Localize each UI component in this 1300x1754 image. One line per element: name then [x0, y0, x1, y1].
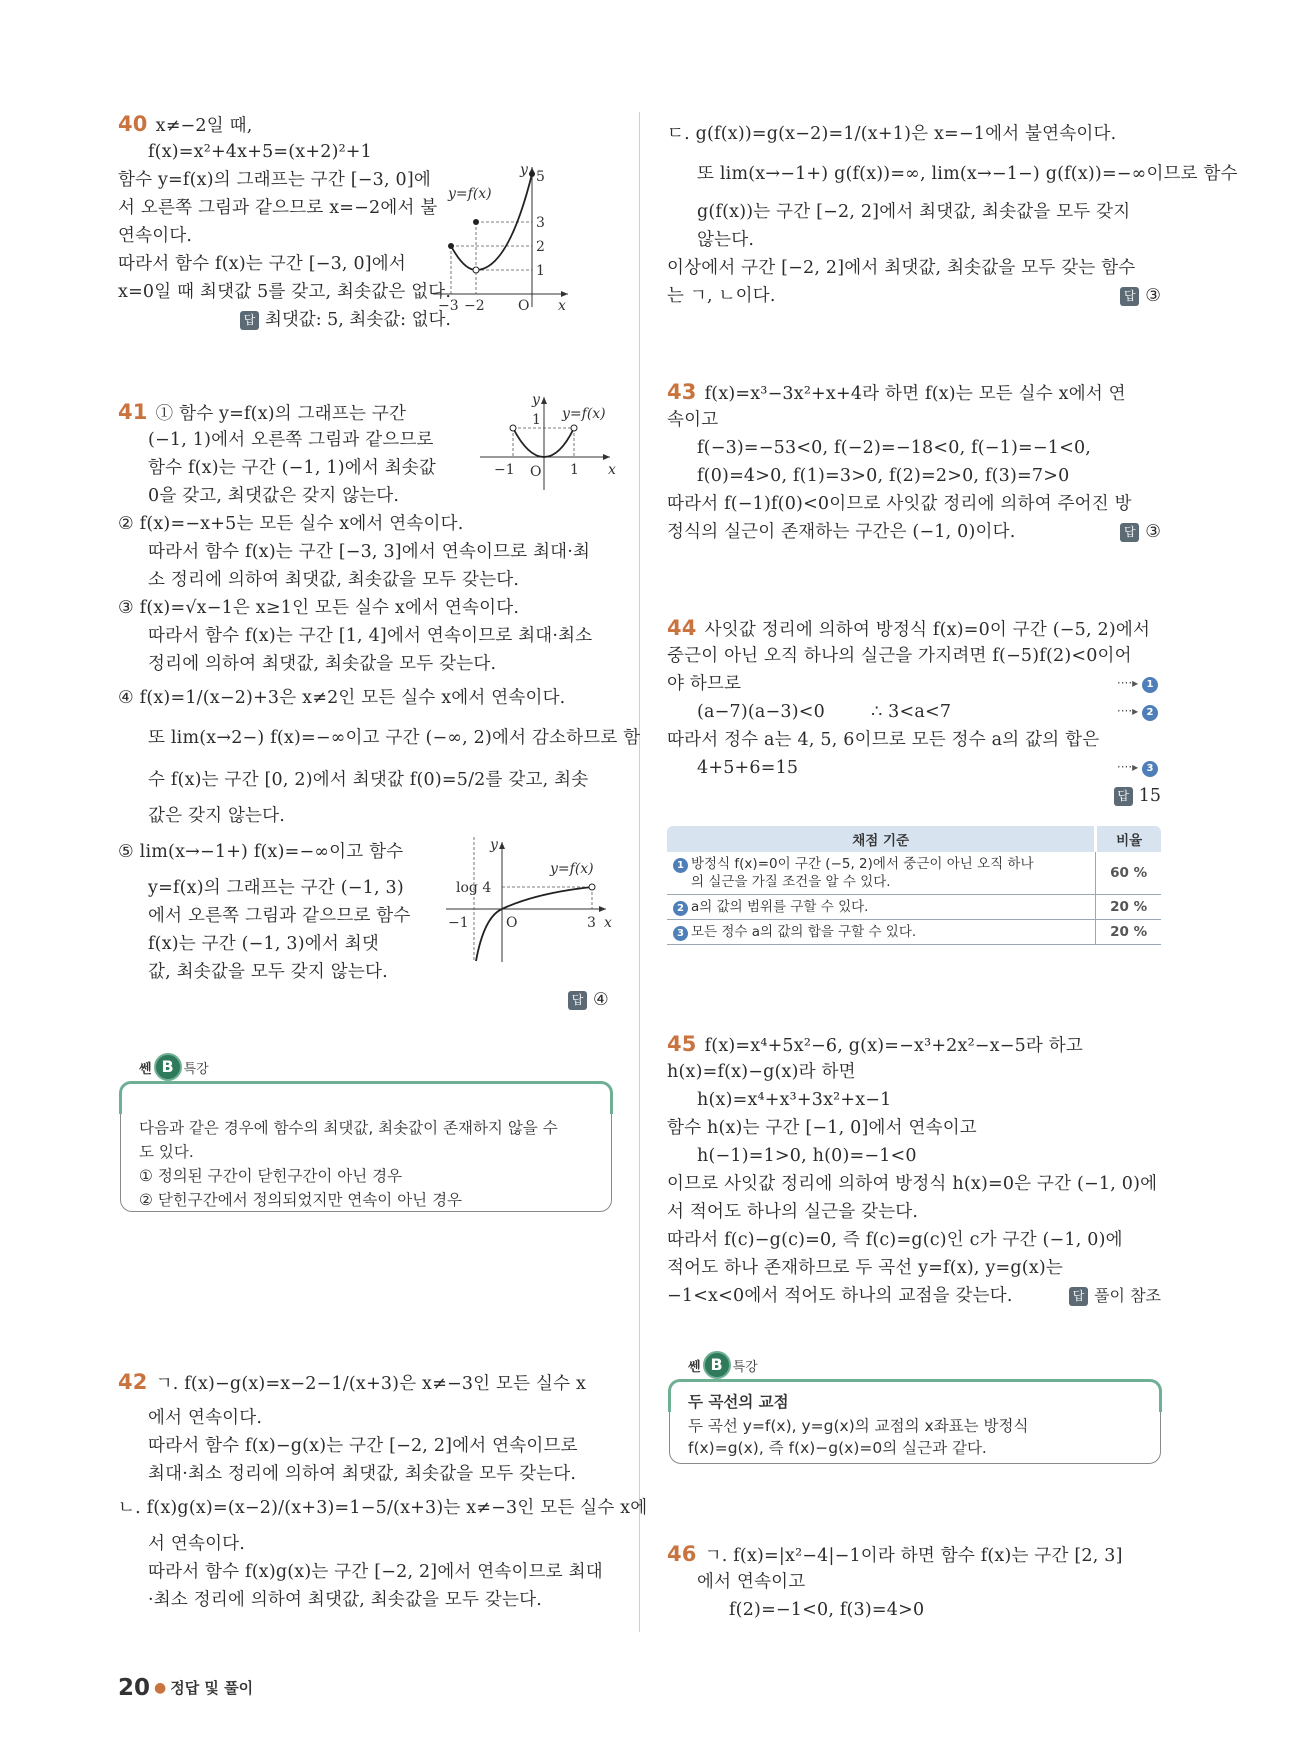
svg-text:−1: −1 — [448, 915, 469, 931]
graph-41-1 — [480, 392, 620, 492]
answer-badge: 답 — [1120, 523, 1139, 542]
tip-box-2: 쎈 B 특강 두 곡선의 교점 두 곡선 y=f(x), y=g(x)의 교점의 x좌표는 방정식 f(x)=g(x), 즉 f(x)−g(x)=0의 실근과 같다. — [669, 1380, 1161, 1464]
section-label: 정답 및 풀이 — [170, 1679, 254, 1697]
table-header: 채점 기준 — [667, 826, 1096, 852]
equation: f(x)=x²+4x+5=(x+2)²+1 — [148, 142, 373, 162]
svg-text:5: 5 — [536, 169, 545, 185]
svg-text:1: 1 — [532, 412, 541, 428]
answer: 답 풀이 참조 — [1069, 1284, 1161, 1308]
answer-badge: 답 — [240, 311, 259, 330]
graph-41-5 — [446, 837, 616, 967]
step-marker-2: ····▸ 2 — [1117, 704, 1161, 721]
solution-page: 40 x≠−2일 때, f(x)=x²+4x+5=(x+2)²+1 함수 y=f(x)의 그래프는 구간 [−3, 0]에 서 오른쪽 그림과 같으므로 x=−2에서 불 연속이다. 따라서 함수 f(x)는 구간 [−3, 0]에서 x=0일 때 최댓값 5를 갖고, 최솟값은 없다. 답 최댓값: 5, 최솟값: 없다. 5 3 2 1 −3 −2 O x y y=f(x) 41 ① 함수 y=f(x)의 그래프는 구간 (−1, 1)에서 오른쪽 그림과 같으므로 함수 f(x)는 구간 (−1, 1)에서 최솟값 0을 갖고, 최댓값은 갖지 않는다. ② f(x)=−x+5는 모든 실수 x에서 연속이다. 따라서 함수 f(x)는 구간 [−3, 3]에서 연속이므로 최대·최 소 정리에 의하여 최댓값, 최솟값을 모두 갖는다. ③ f(x)=√x−1은 x≥1인 모든 실수 x에서 연속이다. 따라서 함수 f(x)는 구간 [1, 4]에서 연속이므로 최대·최소 정리에 의하여 최댓값, 최솟값을 모두 갖는다. ④ f(x)=1/(x−2)+3은 x≠2인 모든 실수 x에서 연속이다. 또 lim(x→2−) f(x)=−∞이고 구간 (−∞, 2)에서 감소하므로 함 수 f(x)는 구간 [0, 2)에서 최댓값 f(0)=5/2를 갖고, 최솟 값은 갖지 않는다. ⑤ lim(x→−1+) f(x)=−∞이고 함수 y=f(x)의 그래프는 구간 (−1, 3) 에서 오른쪽 그림과 같으므로 함수 f(x)는 구간 (−1, 3)에서 최댓 값, 최솟값을 모두 갖지 않는다. 답 ④ 1 −1 O 1 x y y=f(x) log 4 −1 O 3 x y y=f(x) 쎈 B 특강 다음과 같은 경우에 함수의 최댓값, 최솟값이 존재하지 않을 수 도 있다. ① 정의된 구간이 닫힌구간이 아닌 경우 ② 닫힌구간에서 정의되었지만 연속이 아닌 경우 42 ㄱ. f(x)−g(x)=x−2−1/(x+3)은 x≠−3인 모든 실수 x 에서 연속이다. 따라서 함수 f(x)−g(x)는 구간 [−2, 2]에서 연속이므로 최대·최소 정리에 의하여 최댓값, 최솟값을 모두 갖는다. ㄴ. f(x)g(x)=(x−2)/(x+3)=1−5/(x+3)는 x≠−3인 모든 실수 x에 서 연속이다. 따라서 함수 f(x)g(x)는 구간 [−2, 2]에서 연속이므로 최대 ·최소 정리에 의하여 최댓값, 최솟값을 모두 갖는다. ㄷ. g(f(x))=g(x−2)=1/(x+1)은 x=−1에서 불연속이다. 또 lim(x→−1+) g(f(x))=∞, lim(x→−1−) g(f(x))=−∞이므로 함수 g(f(x))는 구간 [−2, 2]에서 최댓값, 최솟값을 모두 갖지 않는다. 이상에서 구간 [−2, 2]에서 최댓값, 최솟값을 모두 갖는 함수 는 ㄱ, ㄴ이다. 답 ③ 43 f(x)=x³−3x²+x+4라 하면 f(x)는 모든 실수 x에서 연 속이고 f(−3)=−53<0, f(−2)=−18<0, f(−1)=−1<0, f(0)=4>0, f(1)=3>0, f(2)=2>0, f(3)=7>0 따라서 f(−1)f(0)<0이므로 사잇값 정리에 의하여 주어진 방 정식의 실근이 존재하는 구간은 (−1, 0)이다. 답 ③ 44 사잇값 정리에 의하여 방정식 f(x)=0이 구간 (−5, 2)에서 중근이 아닌 오직 하나의 실근을 가지려면 f(−5)f(2)<0이어 야 하므로 (a−7)(a−3)<0 ∴ 3<a<7 따라서 정수 a는 4, 5, 6이므로 모든 정수 a의 값의 합은 4+5+6=15 ····▸ 1 ····▸ 2 ····▸ 3 답 15 채점 기준 비율 1 방정식 f(x)=0이 구간 (−5, 2)에서 중근이 아닌 오직 하나 의 실근을 가질 조건을 알 수 있다. 60 % 2 a의 값의 범위를 구할 수 있다. 20 % 3 모든 정수 a의 값의 합을 구할 수 있다. 20 % 45 f(x)=x⁴+5x²−6, g(x)=−x³+2x²−x−5라 하고 h(x)=f(x)−g(x)라 하면 h(x)=x⁴+x³+3x²+x−1 함수 h(x)는 구간 [−1, 0]에서 연속이고 h(−1)=1>0, h(0)=−1<0 이므로 사잇값 정리에 의하여 방정식 h(x)=0은 구간 (−1, 0)에 서 적어도 하나의 실근을 갖는다. 따라서 f(c)−g(c)=0, 즉 f(c)=g(c)인 c가 구간 (−1, 0)에 적어도 하나 존재하므로 두 곡선 y=f(x), y=g(x)는 −1<x<0에서 적어도 하나의 교점을 갖는다. 답 풀이 참조 쎈 B 특강 두 곡선의 교점 두 곡선 y=f(x), y=g(x)의 교점의 x좌표는 방정식 f(x)=g(x), 즉 f(x)−g(x)=0의 실근과 같다. 46 ㄱ. f(x)=|x²−4|−1이라 하면 함수 f(x)는 구간 [2, 3] 에서 연속이고 f(2)=−1<0, f(3)=4>0 20 ● 정답 및 풀이 — [118, 112, 1238, 1701]
problem-number: 40 — [118, 112, 148, 136]
graph-40 — [428, 162, 568, 312]
problem-number: 43 — [667, 380, 697, 404]
svg-text:x: x — [608, 462, 616, 478]
step-marker-3: ····▸ 3 — [1117, 760, 1161, 777]
svg-text:y=f(x): y=f(x) — [562, 406, 606, 422]
svg-text:y=f(x): y=f(x) — [550, 861, 594, 877]
ssen-b-badge: 쎈 B 특강 — [688, 1351, 758, 1379]
column-divider — [639, 112, 640, 1632]
answer-badge: 답 — [1114, 787, 1133, 806]
answer-badge: 답 — [568, 991, 587, 1010]
svg-text:y: y — [532, 392, 540, 408]
answer: 답 ④ — [568, 988, 609, 1012]
svg-text:y: y — [520, 162, 528, 178]
svg-text:3: 3 — [536, 215, 545, 231]
answer: 답 15 — [1114, 784, 1161, 808]
tip-title: 두 곡선의 교점 — [688, 1393, 789, 1411]
svg-text:1: 1 — [536, 263, 545, 279]
problem-number: 46 — [667, 1542, 697, 1566]
problem-number: 41 — [118, 400, 148, 424]
tip-box-1: 쎈 B 특강 다음과 같은 경우에 함수의 최댓값, 최솟값이 존재하지 않을 수 도 있다. ① 정의된 구간이 닫힌구간이 아닌 경우 ② 닫힌구간에서 정의되었지만 연속이 아닌 경우 — [120, 1082, 612, 1212]
answer: 답 ③ — [1120, 284, 1161, 308]
svg-text:y: y — [490, 837, 498, 853]
table-header: 비율 — [1096, 826, 1161, 852]
problem-number: 44 — [667, 616, 697, 640]
page-number: 20 — [118, 1675, 151, 1701]
svg-text:y=f(x): y=f(x) — [448, 186, 492, 202]
svg-text:−1: −1 — [494, 462, 515, 478]
svg-text:2: 2 — [536, 239, 545, 255]
svg-text:x: x — [604, 915, 612, 931]
svg-text:log 4: log 4 — [456, 880, 492, 896]
answer: 답 최댓값: 5, 최솟값: 없다. — [240, 308, 451, 332]
table-row: 1 방정식 f(x)=0이 구간 (−5, 2)에서 중근이 아닌 오직 하나 의 실근을 가질 조건을 알 수 있다. 60 % — [667, 852, 1161, 895]
ssen-b-badge: 쎈 B 특강 — [139, 1053, 209, 1081]
tip-box-header-line — [119, 1081, 613, 1114]
svg-text:O: O — [530, 464, 542, 480]
page-footer: 20 ● 정답 및 풀이 — [118, 1675, 254, 1701]
svg-text:−3: −3 — [438, 298, 459, 312]
svg-text:x: x — [558, 298, 566, 312]
svg-text:O: O — [518, 298, 530, 312]
svg-text:3: 3 — [587, 915, 596, 931]
table-row: 3 모든 정수 a의 값의 합을 구할 수 있다. 20 % — [667, 920, 1161, 945]
problem-number: 45 — [667, 1032, 697, 1056]
answer: 답 ③ — [1120, 520, 1161, 544]
answer-badge: 답 — [1069, 1287, 1088, 1306]
svg-text:−2: −2 — [464, 298, 485, 312]
scoring-table — [667, 826, 1161, 945]
svg-text:O: O — [506, 915, 518, 931]
step-marker-1: ····▸ 1 — [1117, 676, 1161, 693]
svg-text:1: 1 — [570, 462, 579, 478]
table-row: 2 a의 값의 범위를 구할 수 있다. 20 % — [667, 895, 1161, 920]
answer-badge: 답 — [1120, 287, 1139, 306]
problem-number: 42 — [118, 1370, 148, 1394]
